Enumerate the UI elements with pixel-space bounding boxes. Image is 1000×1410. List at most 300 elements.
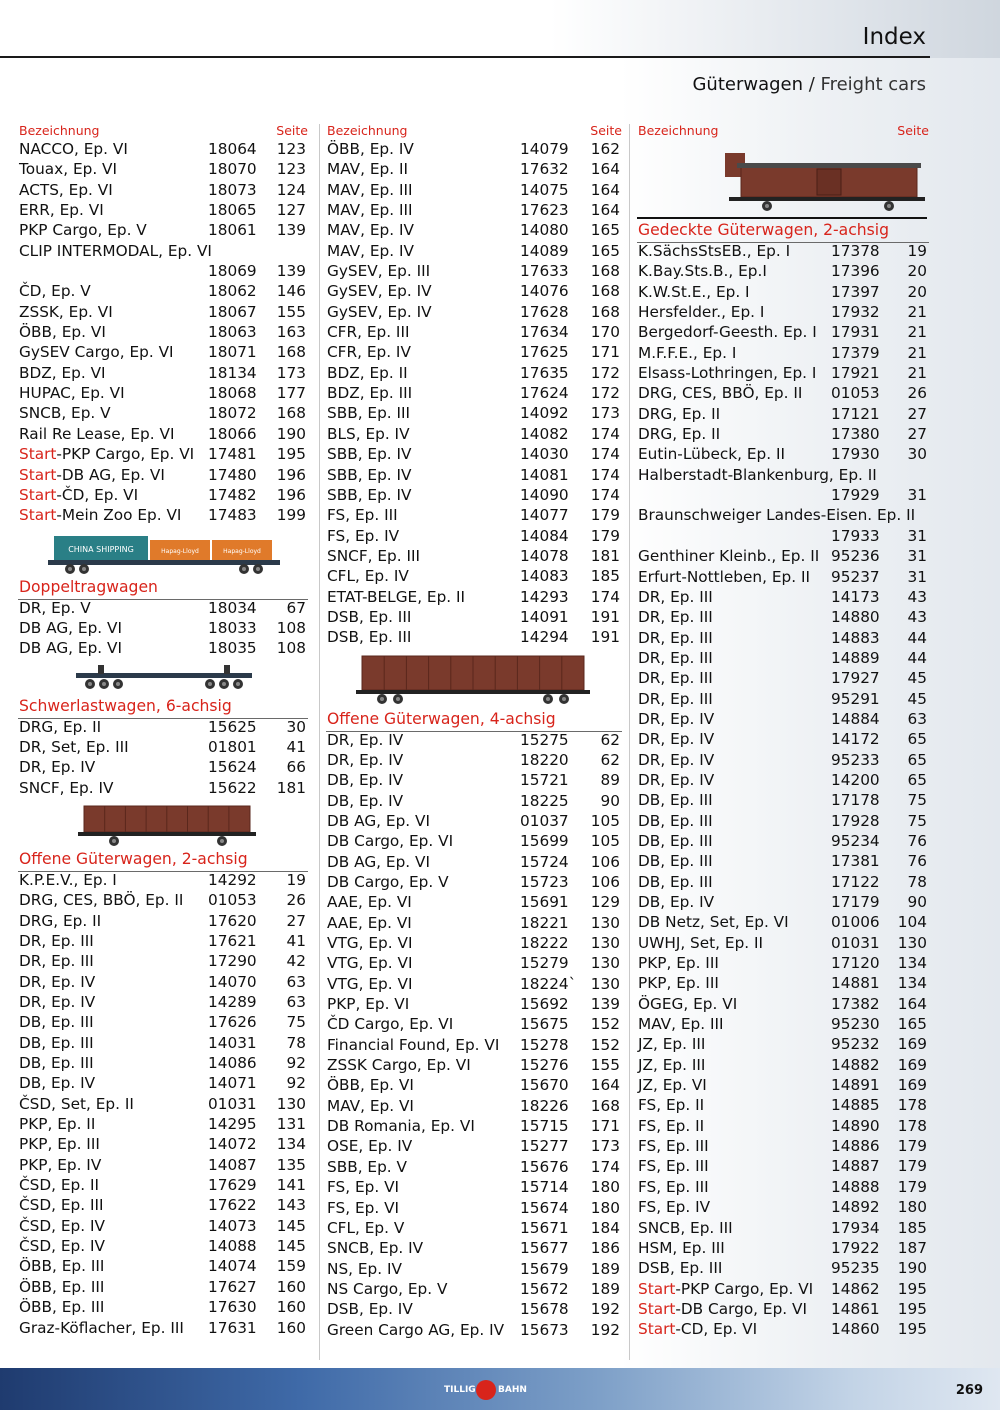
entry-page: 67 (286, 598, 306, 617)
entry-page: 178 (897, 1116, 927, 1135)
entry-article-number: 14086 (208, 1054, 257, 1073)
entry-article-number: 15677 (520, 1239, 569, 1258)
index-entry (326, 139, 622, 159)
wagon-illustration-open2 (18, 798, 308, 848)
entry-page: 63 (286, 972, 306, 991)
entry-page: 185 (897, 1218, 927, 1237)
entry-page: 108 (276, 618, 306, 637)
category-title: Offene Güterwagen, 4-achsig (327, 709, 556, 728)
entry-name-text: DR, Ep. III (638, 628, 713, 647)
entry-page: 31 (907, 567, 927, 586)
entry-article-number: 14293 (520, 587, 569, 606)
entry-name-text: MAV, Ep. III (327, 201, 413, 220)
entry-article-number: 18035 (208, 639, 257, 658)
entry-page: 180 (897, 1198, 927, 1217)
entry-page: 41 (286, 931, 306, 950)
entry-page: 190 (276, 424, 306, 443)
entry-article-number: 14295 (208, 1115, 257, 1134)
entry-article-number: 15675 (520, 1015, 569, 1034)
entry-name-text: DB, Ep. III (638, 811, 713, 830)
entry-name-text: PKP Cargo, Ep. V (19, 221, 147, 240)
entry-name-text: -DB AG, Ep. VI (56, 465, 165, 484)
index-entry (326, 953, 622, 973)
entry-page: 141 (276, 1176, 306, 1195)
entry-name (327, 974, 412, 994)
entry-name-text: DSB, Ep. III (327, 607, 412, 626)
entry-article-number: 17179 (831, 893, 880, 911)
entry-name-text: DB Romania, Ep. VI (327, 1117, 475, 1136)
entry-name-text: Financial Found, Ep. VI (327, 1035, 500, 1054)
entry-page: 168 (590, 262, 620, 281)
entry-page: 89 (600, 771, 620, 790)
entry-name-text: DB, Ep. III (19, 1054, 94, 1073)
entry-name (19, 890, 183, 910)
entry-name (638, 994, 737, 1014)
entry-name-text: ÖBB, Ep. III (19, 1257, 105, 1276)
entry-page: 63 (286, 993, 306, 1011)
index-entry (326, 730, 622, 750)
index-entry (637, 1156, 929, 1176)
entry-start-prefix: Start (638, 1320, 676, 1339)
entry-name (638, 1238, 725, 1258)
entry-article-number: 95235 (831, 1259, 880, 1278)
entry-page: 177 (276, 384, 306, 403)
entry-page: 139 (276, 221, 306, 240)
index-entry (637, 404, 929, 424)
entry-article-number: 17631 (208, 1318, 257, 1337)
entry-article-number: 18062 (208, 282, 257, 301)
entry-name (638, 831, 713, 851)
entry-article-number: 17120 (831, 954, 880, 973)
entry-name-text: AAE, Ep. VI (327, 893, 412, 912)
entry-page: 164 (897, 994, 927, 1013)
index-entry (326, 1299, 622, 1319)
entry-name (327, 933, 412, 953)
index-entry (637, 1238, 929, 1258)
entry-article-number: 14030 (520, 445, 569, 464)
index-entry (326, 281, 622, 301)
entry-article-number: 17380 (831, 425, 880, 444)
entry-page: 76 (907, 852, 927, 871)
column-header (326, 120, 622, 139)
entry-article-number: 14088 (208, 1237, 257, 1256)
index-entry (18, 1216, 308, 1236)
index-entry (637, 302, 929, 322)
entry-name-text: Green Cargo AG, Ep. IV (327, 1320, 505, 1339)
entry-name-text: MAV, Ep. VI (327, 1096, 414, 1115)
entry-article-number: 15723 (520, 873, 569, 891)
category-title: Doppeltragwagen (19, 577, 158, 596)
entry-name-text: DR, Ep. IV (638, 709, 715, 728)
entry-article-number: 17634 (520, 323, 569, 342)
entry-name (19, 1175, 99, 1195)
index-entry (637, 241, 929, 261)
index-entry (326, 546, 622, 566)
index-entry (18, 1155, 308, 1175)
entry-name-text: K.P.E.V., Ep. I (19, 870, 117, 889)
entry-name (327, 1198, 399, 1218)
index-entry (326, 1259, 622, 1279)
entry-name-text: DR, Ep. IV (19, 972, 96, 991)
entry-article-number: 14089 (520, 241, 569, 260)
entry-article-number: 18073 (208, 180, 257, 199)
entry-name-text: FS, Ep. VI (327, 1198, 400, 1217)
index-entry (326, 424, 622, 444)
entry-article-number: 14884 (831, 709, 880, 728)
entry-page: 160 (276, 1318, 306, 1337)
index-entry (18, 1175, 308, 1195)
entry-name-text: BLS, Ep. IV (327, 424, 410, 443)
entry-name-text: -ČD, Ep. VI (56, 485, 139, 504)
entry-name (638, 302, 764, 322)
entry-page: 92 (286, 1054, 306, 1073)
index-entry (18, 911, 308, 931)
index-entry (326, 200, 622, 220)
index-entry (326, 566, 622, 586)
index-entry (18, 1195, 308, 1215)
index-entry (637, 1299, 929, 1319)
entry-article-number: 17932 (831, 303, 880, 322)
entry-start-prefix: Start (638, 1279, 676, 1298)
entry-article-number: 14092 (520, 404, 569, 423)
entry-name (327, 1320, 504, 1340)
entry-name-text: DB, Ep. III (638, 852, 713, 871)
entry-name-text: Graz-Köflacher, Ep. III (19, 1318, 184, 1337)
index-entry (326, 220, 622, 240)
entry-name-text: PKP, Ep. III (19, 1135, 100, 1154)
entry-article-number: 95233 (831, 750, 880, 769)
entry-name (19, 598, 91, 618)
entry-article-number: 95232 (831, 1035, 880, 1054)
entry-page: 159 (276, 1257, 306, 1276)
entry-name-text: ČSD, Ep. III (19, 1196, 104, 1215)
index-entry (326, 1136, 622, 1156)
entry-name (327, 403, 410, 423)
entry-name-text: MAV, Ep. III (327, 180, 413, 199)
entry-name (19, 778, 113, 798)
entry-page: 173 (590, 404, 620, 423)
entry-name-text: NACCO, Ep. VI (19, 140, 128, 158)
logo-text-right: BAHN (498, 1385, 527, 1395)
entry-page: 127 (276, 201, 306, 220)
entry-page: 184 (590, 1218, 620, 1237)
index-entry (637, 1319, 929, 1339)
entry-name (327, 831, 453, 851)
entry-page: 195 (276, 445, 306, 464)
entry-name (19, 281, 91, 301)
index-entry (326, 322, 622, 342)
entry-article-number: 17483 (208, 506, 257, 525)
wagon-image (18, 526, 308, 576)
entry-name (638, 363, 816, 383)
entry-page: 174 (590, 1157, 620, 1176)
index-entry (637, 322, 929, 342)
entry-name-text: DSB, Ep. III (327, 628, 412, 647)
entry-name (327, 526, 399, 546)
entry-name (19, 972, 95, 992)
entry-name-text: CFR, Ep. III (327, 323, 410, 342)
entry-page: 76 (907, 831, 927, 850)
entry-page: 124 (276, 180, 306, 199)
entry-name (19, 757, 95, 777)
entry-name (638, 1197, 710, 1217)
index-entry (326, 913, 622, 933)
container-label: Hapag-Lloyd (223, 547, 261, 555)
index-entry (326, 770, 622, 790)
entry-page: 130 (590, 934, 620, 953)
entry-name-text: ČSD, Set, Ep. II (19, 1094, 134, 1113)
entry-page: 185 (590, 567, 620, 586)
index-entry (637, 1014, 929, 1034)
entry-name (638, 851, 713, 871)
index-entry (326, 444, 622, 464)
entry-article-number: 14883 (831, 628, 880, 647)
index-entry (326, 587, 622, 607)
entry-name (19, 180, 113, 200)
entry-name (638, 689, 713, 709)
entry-page: 130 (590, 913, 620, 932)
entry-page: 152 (590, 1015, 620, 1034)
index-entry (637, 282, 929, 302)
entry-article-number: 17929 (831, 486, 880, 505)
entry-article-number: 18034 (208, 598, 257, 617)
entry-name-text: FS, Ep. IV (638, 1198, 711, 1217)
entry-page: 123 (276, 160, 306, 179)
entry-name (19, 383, 125, 403)
index-entry (637, 444, 929, 464)
category-heading (18, 848, 308, 870)
entry-name (638, 872, 713, 892)
entry-article-number: 18226 (520, 1096, 569, 1115)
entry-article-number: 15715 (520, 1117, 569, 1136)
entry-page: 192 (590, 1320, 620, 1339)
entry-name-text: ZSSK, Ep. VI (19, 302, 113, 321)
wagon-illustration-open4 (326, 648, 622, 708)
entry-name (19, 302, 113, 322)
entry-name (19, 1195, 104, 1215)
entry-page: 42 (286, 952, 306, 971)
index-entry (326, 1198, 622, 1218)
entry-name-text: SBB, Ep. IV (327, 465, 412, 484)
entry-name-text: DR, Ep. V (19, 598, 91, 617)
index-entry (637, 465, 929, 485)
entry-page: 130 (590, 954, 620, 973)
entry-article-number: 17379 (831, 343, 880, 362)
index-entry (326, 607, 622, 627)
index-entry (18, 870, 308, 890)
entry-name (19, 931, 94, 951)
entry-page: 105 (590, 832, 620, 851)
entry-page: 179 (897, 1177, 927, 1196)
index-entry (637, 811, 929, 831)
index-entry (326, 159, 622, 179)
entry-name (638, 933, 763, 953)
entry-article-number: 15714 (520, 1178, 569, 1197)
entry-name-text: BDZ, Ep. III (327, 384, 413, 403)
entry-name (19, 951, 94, 971)
entry-page: 164 (590, 1076, 620, 1095)
entry-article-number: 01006 (831, 913, 880, 932)
entry-page: 163 (276, 323, 306, 342)
index-entry (637, 648, 929, 668)
entry-page: 145 (276, 1237, 306, 1256)
entry-article-number: 14091 (520, 607, 569, 626)
entry-name-text: PKP, Ep. IV (19, 1155, 102, 1174)
entry-name (327, 1055, 471, 1075)
index-entry (326, 383, 622, 403)
column-header-page: Seite (276, 123, 308, 138)
entry-page: 106 (590, 852, 620, 871)
entry-page: 191 (590, 607, 620, 626)
index-entry (637, 729, 929, 749)
entry-page: 164 (590, 201, 620, 220)
entry-page: 21 (907, 323, 927, 342)
index-entry (18, 1277, 308, 1297)
entry-name-text: M.F.F.E., Ep. I (638, 343, 737, 362)
entry-page: 63 (907, 709, 927, 728)
entry-page: 134 (897, 974, 927, 993)
entry-name (19, 465, 165, 485)
entry-name (19, 139, 128, 159)
entry-name-text: ČSD, Ep. IV (19, 1216, 105, 1235)
entry-page: 129 (590, 893, 620, 912)
page-number: 269 (955, 1383, 983, 1398)
entry-page: 187 (897, 1238, 927, 1257)
entry-name-text: GySEV, Ep. IV (327, 302, 432, 321)
entry-start-prefix: Start (638, 1299, 676, 1318)
entry-page: 104 (897, 913, 927, 932)
entry-page: 19 (286, 870, 306, 889)
entry-article-number: 95291 (831, 689, 880, 708)
entry-name-text: DRG, Ep. II (19, 717, 102, 736)
index-entry (326, 1116, 622, 1136)
entry-name-text: FS, Ep. III (638, 1157, 709, 1176)
entry-name-text: SBB, Ep. V (327, 1157, 407, 1176)
entry-article-number: 14292 (208, 870, 257, 889)
entry-page: 170 (590, 323, 620, 342)
entry-article-number: 15622 (208, 778, 257, 797)
entry-article-number: 14172 (831, 730, 880, 749)
entry-name-text: PKP, Ep. III (638, 974, 719, 993)
entry-page: 189 (590, 1279, 620, 1298)
entry-name-text: DB, Ep. IV (327, 791, 404, 810)
entry-name (638, 750, 714, 770)
entry-article-number: 17922 (831, 1238, 880, 1257)
index-entry (326, 261, 622, 281)
entry-name (327, 1136, 412, 1156)
entry-article-number: 95230 (831, 1015, 880, 1034)
wagon-image (637, 139, 929, 219)
entry-page: 66 (286, 758, 306, 777)
entry-name (19, 505, 181, 525)
entry-name (638, 1095, 704, 1115)
index-entry (18, 465, 308, 485)
index-entry (637, 709, 929, 729)
entry-article-number: 17620 (208, 911, 257, 930)
entry-name (638, 1116, 704, 1136)
entry-name-text: ÖBB, Ep. VI (327, 1076, 414, 1095)
entry-page: 134 (276, 1135, 306, 1154)
entry-article-number: 01037 (520, 811, 569, 830)
index-entry (637, 383, 929, 403)
entry-page: 191 (590, 628, 620, 647)
entry-page: 168 (590, 1096, 620, 1115)
entry-name-text: SNCF, Ep. IV (19, 778, 114, 797)
index-entry (637, 343, 929, 363)
entry-name-text: SNCF, Ep. III (327, 546, 420, 565)
entry-page: 195 (897, 1279, 927, 1298)
entry-name-text: NS, Ep. IV (327, 1259, 402, 1278)
entry-page: 169 (897, 1035, 927, 1054)
entry-name (327, 383, 412, 403)
wagon-image (326, 648, 622, 708)
entry-page: 179 (897, 1157, 927, 1176)
entry-name (638, 1218, 733, 1238)
entry-name (327, 302, 432, 322)
entry-name (327, 1177, 399, 1197)
entry-name-text: ČSD, Ep. IV (19, 1237, 105, 1256)
entry-article-number: 14294 (520, 628, 569, 647)
column-header-name: Bezeichnung (327, 123, 408, 138)
entry-name-text: DR, Ep. IV (638, 770, 715, 789)
entry-name-text: DR, Ep. IV (638, 730, 715, 749)
entry-article-number: 14083 (520, 567, 569, 586)
entry-article-number: 18063 (208, 323, 257, 342)
index-entry (18, 890, 308, 910)
entry-page: 189 (590, 1259, 620, 1278)
entry-article-number: 17630 (208, 1298, 257, 1317)
entry-name (327, 627, 411, 647)
entry-name-text: CFL, Ep. IV (327, 567, 409, 586)
entry-name (327, 730, 403, 750)
entry-page: 181 (276, 778, 306, 797)
wagon-image (18, 798, 308, 848)
entry-article-number: 17122 (831, 872, 880, 891)
entry-name-text: DB AG, Ep. VI (327, 811, 430, 830)
entry-page: 174 (590, 445, 620, 464)
entry-name (638, 1177, 709, 1197)
entry-name (19, 1318, 184, 1338)
category-title: Offene Güterwagen, 2-achsig (19, 849, 248, 868)
index-entry (637, 526, 929, 546)
index-entry (18, 992, 308, 1012)
index-entry (637, 953, 929, 973)
entry-name (327, 1279, 447, 1299)
entry-name (327, 1096, 414, 1116)
entry-name-text: SBB, Ep. III (327, 404, 411, 423)
entry-article-number: 15624 (208, 758, 257, 777)
index-entry (18, 424, 308, 444)
entry-name (19, 159, 117, 179)
entry-article-number: 14889 (831, 648, 880, 667)
entry-name (327, 342, 411, 362)
entry-page: 195 (897, 1299, 927, 1318)
entry-article-number: 18072 (208, 404, 257, 423)
index-entry (18, 281, 308, 301)
entry-name (327, 424, 410, 444)
entry-name-text: GySEV Cargo, Ep. VI (19, 343, 174, 362)
entry-page: 20 (907, 262, 927, 281)
entry-article-number: 14082 (520, 424, 569, 443)
entry-page: 21 (907, 364, 927, 383)
entry-name-text: ÖBB, Ep. IV (327, 140, 414, 158)
entry-page: 168 (276, 343, 306, 362)
entry-name (19, 1033, 94, 1053)
entry-page: 130 (276, 1094, 306, 1113)
entry-name-text: VTG, Ep. VI (327, 934, 413, 953)
entry-name-text: DR, Set, Ep. III (19, 737, 129, 756)
index-entry (18, 638, 308, 658)
